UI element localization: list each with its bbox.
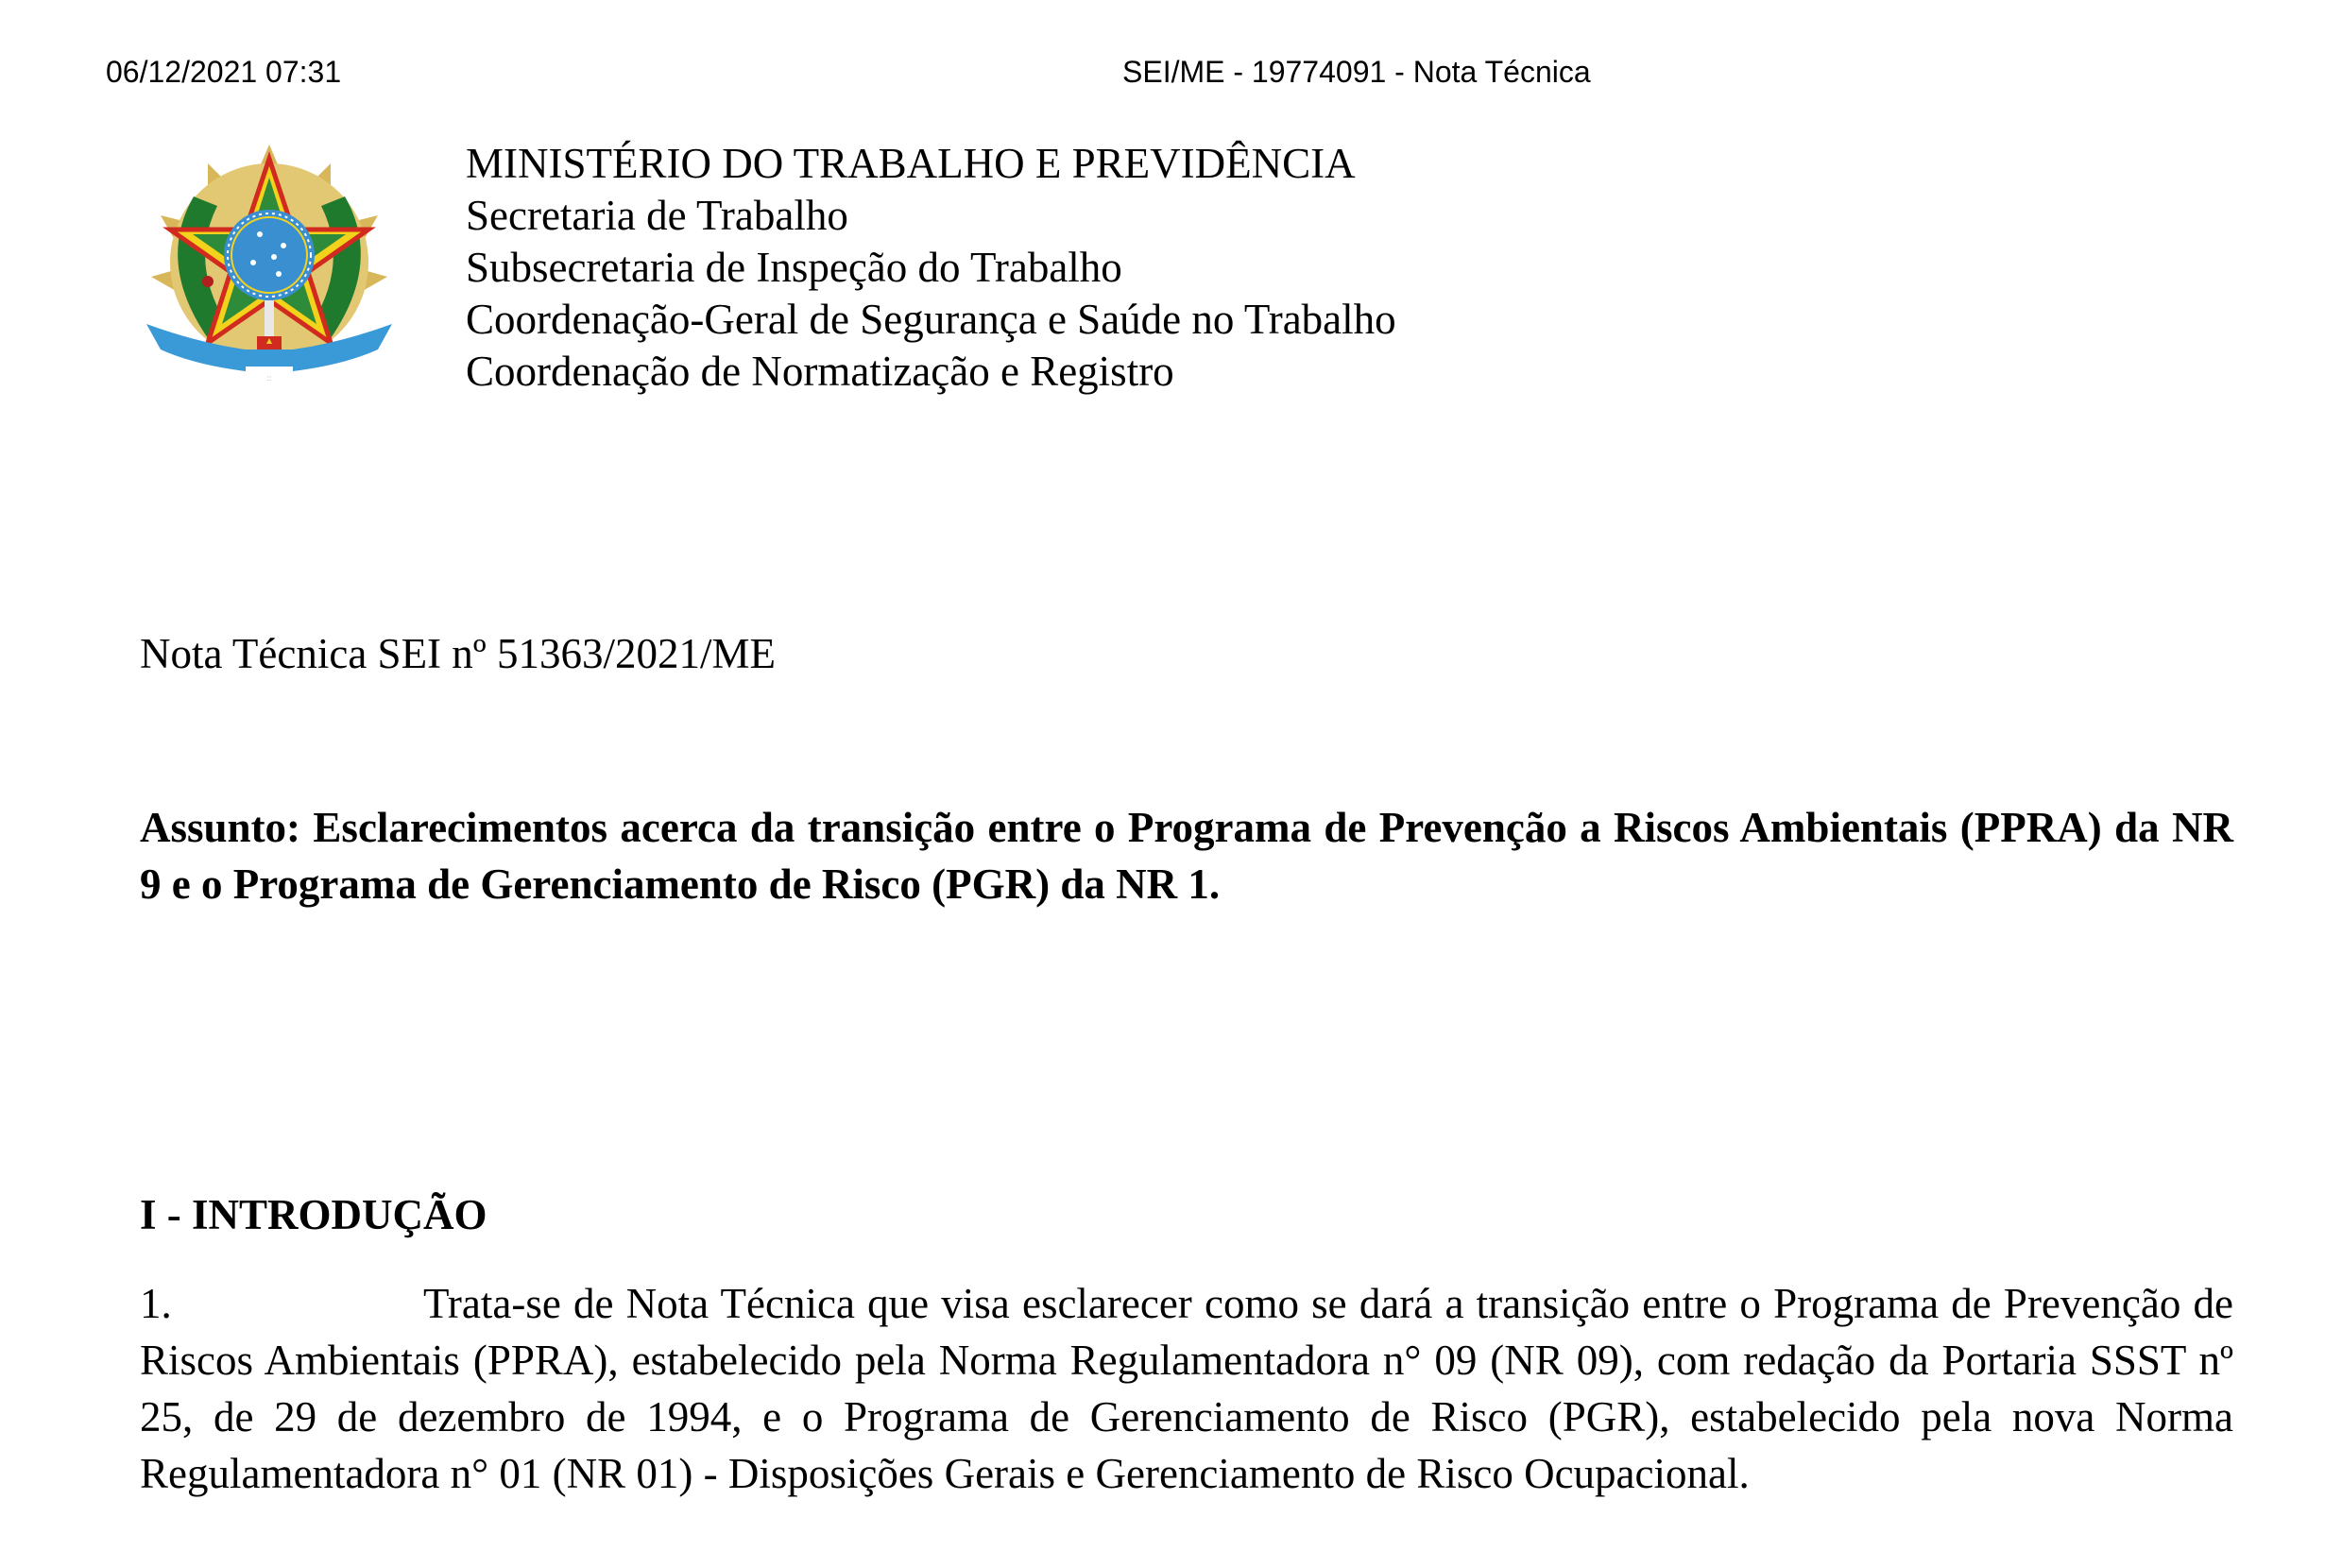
document-subject: Assunto: Esclarecimentos acerca da transição entre o Programa de Prevenção a Riscos Ambientais (PPRA) da NR 9 e o Programa de Gerenciamento de Risco (PGR) da NR 1. — [140, 804, 2233, 908]
paragraph-text: Trata-se de Nota Técnica que visa esclarecer como se dará a transição entre o Programa de Prevenção de Riscos Ambientais (PPRA), estabelecido pela Norma Regulamentadora n° 09 (NR 09), com redação da Portaria SSST nº 25, de 29 de dezembro de 1994, e o Programa de Gerenciamento de Risco (PGR), estabelecido pela nova Norma Regulamentadora n° 01 (NR 01) - Disposições Gerais e Gerenciamento de Risco Ocupacional. — [140, 1280, 2233, 1497]
print-document-title: SEI/ME - 19774091 - Nota Técnica — [1122, 55, 1591, 89]
paragraph — [140, 1275, 2233, 1502]
org-secretariat: Secretaria de Trabalho — [466, 192, 848, 239]
print-header — [0, 55, 2342, 96]
organization-header — [466, 138, 1396, 398]
document-number: Nota Técnica SEI nº 51363/2021/ME — [140, 630, 777, 677]
paragraph-number: 1. — [140, 1280, 172, 1327]
section-title: I - INTRODUÇÃO — [140, 1191, 487, 1238]
org-subsecretariat: Subsecretaria de Inspeção do Trabalho — [466, 244, 1122, 291]
brazil-coat-of-arms-icon — [142, 140, 397, 395]
svg-text:::: :: — [266, 374, 272, 383]
org-general-coordination: Coordenação-Geral de Segurança e Saúde no Trabalho — [466, 296, 1396, 343]
org-ministry: MINISTÉRIO DO TRABALHO E PREVIDÊNCIA — [466, 140, 1356, 187]
print-datetime: 06/12/2021 07:31 — [106, 55, 342, 89]
org-coordination: Coordenação de Normatização e Registro — [466, 348, 1174, 395]
